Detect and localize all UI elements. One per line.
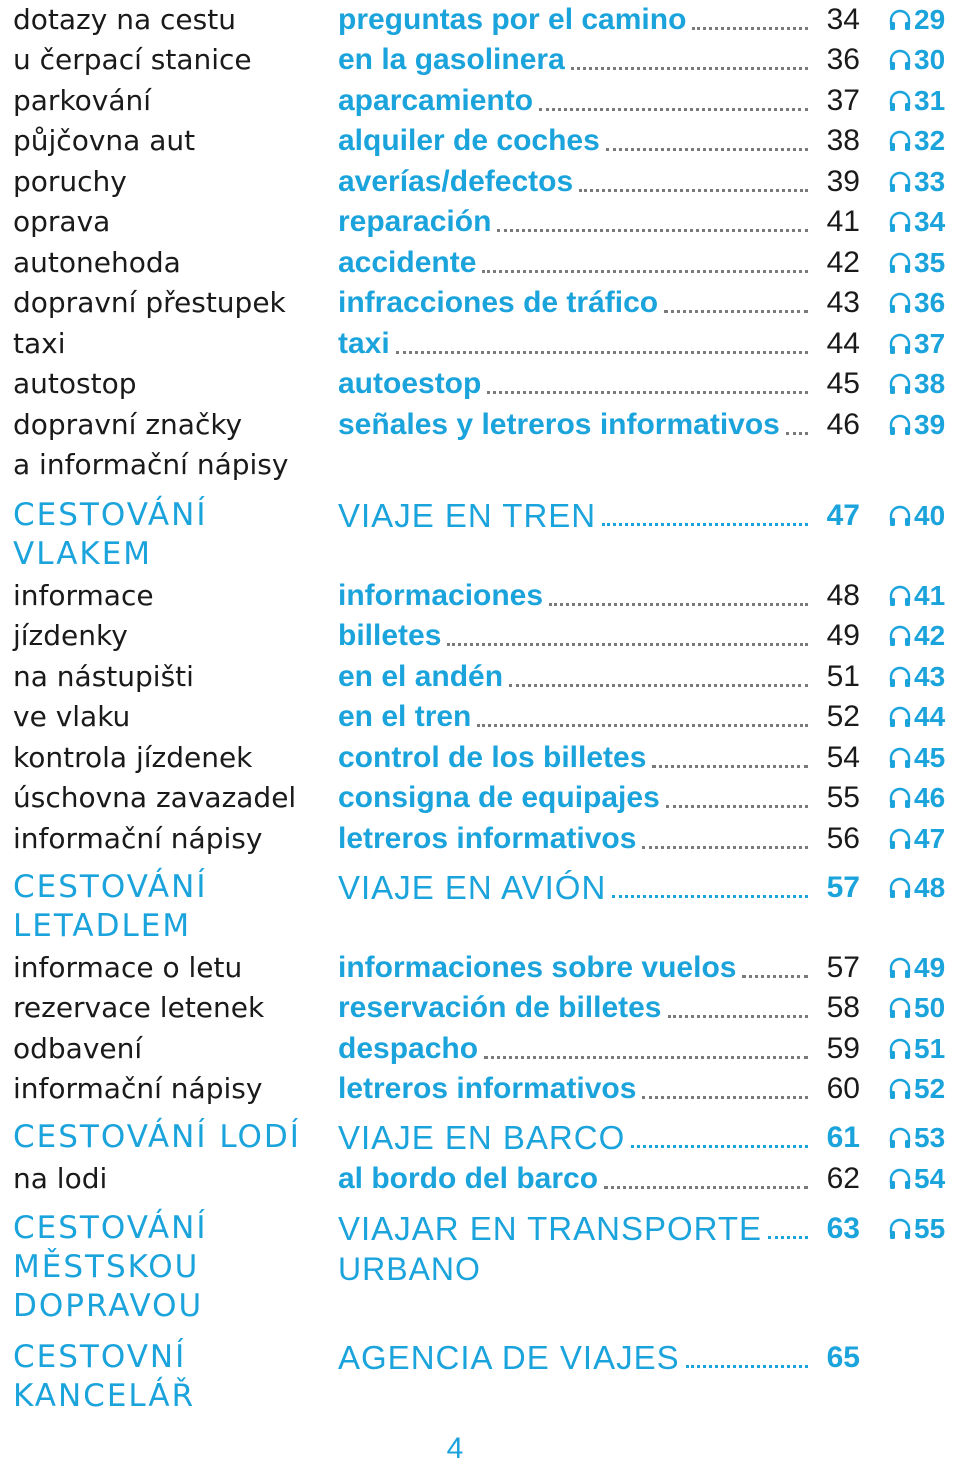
track-number: 41 <box>914 580 946 611</box>
track-number: 54 <box>914 1163 946 1194</box>
page-ref: 44 <box>826 327 860 360</box>
page-ref: 63 <box>826 1212 860 1245</box>
spanish-label: billetes <box>338 619 442 652</box>
czech-label: úschovna zavazadel <box>13 781 297 814</box>
audio-track[interactable] <box>888 576 945 616</box>
headphones-icon <box>888 48 912 72</box>
spanish-label: VIAJE EN AVIÓN <box>338 869 607 906</box>
headphones-icon <box>888 665 912 689</box>
spanish-label: reservación de billetes <box>338 991 662 1024</box>
dot-leader <box>447 642 808 646</box>
dot-leader <box>579 188 808 192</box>
page-ref: 48 <box>826 579 860 612</box>
dot-leader <box>612 894 808 898</box>
czech-label: dotazy na cestu <box>13 3 236 36</box>
spanish-entry <box>338 405 808 445</box>
czech-label: odbavení <box>13 1032 143 1065</box>
track-number: 35 <box>914 247 946 278</box>
audio-track[interactable] <box>888 364 945 404</box>
spanish-label: taxi <box>338 327 390 360</box>
dot-leader <box>396 350 808 354</box>
track-number: 55 <box>914 1213 946 1244</box>
track-number: 36 <box>914 287 946 318</box>
dot-leader <box>602 522 808 526</box>
dot-leader <box>487 390 808 394</box>
audio-track[interactable] <box>888 202 945 242</box>
spanish-label: consigna de equipajes <box>338 781 660 814</box>
czech-label: CESTOVÁNÍ LODÍ <box>13 1119 301 1155</box>
czech-label: informace <box>13 579 154 612</box>
track-number: 47 <box>914 823 946 854</box>
spanish-entry <box>338 202 808 242</box>
track-number: 46 <box>914 782 946 813</box>
spanish-label: al bordo del barco <box>338 1162 599 1195</box>
audio-track[interactable] <box>888 496 945 536</box>
dot-leader <box>477 723 808 727</box>
audio-track[interactable] <box>888 616 945 656</box>
page-ref: 62 <box>826 1162 860 1195</box>
headphones-icon <box>888 1037 912 1061</box>
page-ref: 54 <box>826 741 860 774</box>
track-number: 34 <box>914 206 946 237</box>
headphones-icon <box>888 827 912 851</box>
czech-label: jízdenky <box>13 619 128 652</box>
track-number: 39 <box>914 409 946 440</box>
spanish-entry <box>338 819 808 859</box>
spanish-entry <box>338 121 808 161</box>
spanish-label: accidente <box>338 246 477 279</box>
czech-label: autostop <box>13 367 137 400</box>
czech-label: CESTOVÁNÍ VLAKEM <box>13 497 208 572</box>
audio-track[interactable] <box>888 657 945 697</box>
czech-label: dopravní přestupek <box>13 286 286 319</box>
czech-label: CESTOVÁNÍ LETADLEM <box>13 869 208 944</box>
spanish-entry <box>338 0 808 40</box>
spanish-entry <box>338 778 808 818</box>
spanish-label: preguntas por el camino <box>338 3 687 36</box>
page-ref: 58 <box>826 991 860 1024</box>
page-ref: 65 <box>826 1341 860 1374</box>
track-number: 50 <box>914 992 946 1023</box>
page-number: 4 <box>446 1432 464 1465</box>
spanish-label: informaciones <box>338 579 544 612</box>
spanish-entry <box>338 1209 808 1249</box>
track-number: 52 <box>914 1073 946 1104</box>
audio-track[interactable] <box>888 40 945 80</box>
headphones-icon <box>888 504 912 528</box>
dot-leader <box>652 764 808 768</box>
dot-leader <box>692 26 808 30</box>
headphones-icon <box>888 705 912 729</box>
page-ref: 41 <box>826 205 860 238</box>
czech-label: autonehoda <box>13 246 181 279</box>
headphones-icon <box>888 1217 912 1241</box>
track-number: 48 <box>914 872 946 903</box>
dot-leader <box>664 309 808 313</box>
dot-leader <box>539 107 808 111</box>
czech-label: poruchy <box>13 165 127 198</box>
page-ref: 57 <box>826 951 860 984</box>
headphones-icon <box>888 956 912 980</box>
spanish-entry <box>338 616 808 656</box>
spanish-entry <box>338 1159 808 1199</box>
page-ref: 60 <box>826 1072 860 1105</box>
headphones-icon <box>888 8 912 32</box>
czech-label: na lodi <box>13 1162 108 1195</box>
spanish-entry <box>338 243 808 283</box>
track-number: 53 <box>914 1122 946 1153</box>
headphones-icon <box>888 332 912 356</box>
spanish-label-continued: URBANO <box>338 1251 481 1287</box>
audio-track[interactable] <box>888 324 945 364</box>
spanish-label: en el tren <box>338 700 472 733</box>
spanish-label: informaciones sobre vuelos <box>338 951 737 984</box>
spanish-entry <box>338 948 808 988</box>
track-number: 43 <box>914 661 946 692</box>
spanish-entry <box>338 576 808 616</box>
spanish-entry <box>338 1338 808 1378</box>
dot-leader <box>571 66 808 70</box>
track-number: 49 <box>914 952 946 983</box>
audio-track[interactable] <box>888 81 945 121</box>
czech-label: na nástupišti <box>13 660 194 693</box>
czech-label: rezervace letenek <box>13 991 265 1024</box>
headphones-icon <box>888 876 912 900</box>
spanish-label: infracciones de tráfico <box>338 286 659 319</box>
page-ref: 36 <box>826 43 860 76</box>
page-ref: 61 <box>826 1121 860 1154</box>
headphones-icon <box>888 291 912 315</box>
czech-label: informační nápisy <box>13 822 263 855</box>
headphones-icon <box>888 251 912 275</box>
dot-leader <box>786 431 808 435</box>
headphones-icon <box>888 624 912 648</box>
headphones-icon <box>888 89 912 113</box>
czech-label: CESTOVÁNÍ MĚSTSKOU DOPRAVOU <box>13 1210 208 1324</box>
audio-track[interactable] <box>888 0 945 40</box>
audio-track[interactable] <box>888 1118 945 1158</box>
page-ref: 39 <box>826 165 860 198</box>
spanish-entry <box>338 697 808 737</box>
spanish-label: señales y letreros informativos <box>338 408 780 441</box>
czech-label: kontrola jízdenek <box>13 741 253 774</box>
page-ref: 38 <box>826 124 860 157</box>
page-ref: 52 <box>826 700 860 733</box>
track-number: 44 <box>914 701 946 732</box>
audio-track[interactable] <box>888 1029 945 1069</box>
czech-label: oprava <box>13 205 111 238</box>
page-ref: 42 <box>826 246 860 279</box>
dot-leader <box>497 228 808 232</box>
spanish-entry <box>338 324 808 364</box>
dot-leader <box>484 1055 808 1059</box>
audio-track[interactable] <box>888 948 945 988</box>
headphones-icon <box>888 584 912 608</box>
audio-track[interactable] <box>888 988 945 1028</box>
audio-track[interactable] <box>888 1209 945 1249</box>
headphones-icon <box>888 129 912 153</box>
dot-leader <box>642 1095 808 1099</box>
page-ref: 57 <box>826 871 860 904</box>
audio-track[interactable] <box>888 121 945 161</box>
czech-label: ve vlaku <box>13 700 131 733</box>
headphones-icon <box>888 746 912 770</box>
spanish-entry <box>338 496 808 536</box>
page-ref: 49 <box>826 619 860 652</box>
audio-track[interactable] <box>888 819 945 859</box>
page-ref: 56 <box>826 822 860 855</box>
spanish-label: AGENCIA DE VIAJES <box>338 1339 680 1376</box>
headphones-icon <box>888 372 912 396</box>
track-number: 40 <box>914 500 946 531</box>
track-number: 45 <box>914 742 946 773</box>
dot-leader <box>604 1185 808 1189</box>
page-ref: 59 <box>826 1032 860 1065</box>
spanish-label: autoestop <box>338 367 482 400</box>
dot-leader <box>742 974 808 978</box>
page-ref: 47 <box>826 499 860 532</box>
czech-label: půjčovna aut <box>13 124 196 157</box>
track-number: 29 <box>914 4 946 35</box>
spanish-label: aparcamiento <box>338 84 534 117</box>
spanish-entry <box>338 1069 808 1109</box>
spanish-label: VIAJE EN BARCO <box>338 1119 626 1156</box>
spanish-label: letreros informativos <box>338 1072 637 1105</box>
headphones-icon <box>888 1126 912 1150</box>
audio-track[interactable] <box>888 1069 945 1109</box>
track-number: 51 <box>914 1033 946 1064</box>
spanish-entry <box>338 1029 808 1069</box>
page-ref: 34 <box>826 3 860 36</box>
spanish-label: en el andén <box>338 660 504 693</box>
audio-track[interactable] <box>888 778 945 818</box>
audio-track[interactable] <box>888 283 945 323</box>
spanish-entry <box>338 868 808 908</box>
dot-leader <box>642 845 808 849</box>
dot-leader <box>666 804 808 808</box>
spanish-label: alquiler de coches <box>338 124 600 157</box>
dot-leader <box>509 683 808 687</box>
audio-track[interactable] <box>888 697 945 737</box>
track-number: 30 <box>914 44 946 75</box>
spanish-entry <box>338 283 808 323</box>
dot-leader <box>631 1144 808 1148</box>
track-number: 42 <box>914 620 946 651</box>
czech-label: taxi <box>13 327 66 360</box>
spanish-entry <box>338 1118 808 1158</box>
czech-label: u čerpací stanice <box>13 43 252 76</box>
audio-track[interactable] <box>888 738 945 778</box>
audio-track[interactable] <box>888 868 945 908</box>
spanish-entry <box>338 738 808 778</box>
spanish-entry <box>338 364 808 404</box>
track-number: 37 <box>914 328 946 359</box>
dot-leader <box>482 269 808 273</box>
audio-track[interactable] <box>888 243 945 283</box>
spanish-label: VIAJE EN TREN <box>338 497 597 534</box>
spanish-label: VIAJAR EN TRANSPORTE <box>338 1210 763 1247</box>
page-ref: 37 <box>826 84 860 117</box>
czech-label: CESTOVNÍ KANCELÁŘ <box>13 1339 196 1414</box>
dot-leader <box>668 1014 809 1018</box>
czech-label: informace o letu <box>13 951 243 984</box>
spanish-label: despacho <box>338 1032 479 1065</box>
spanish-entry <box>338 988 808 1028</box>
track-number: 31 <box>914 85 946 116</box>
czech-label: parkování <box>13 84 152 117</box>
audio-track[interactable] <box>888 1159 945 1199</box>
audio-track[interactable] <box>888 405 945 445</box>
page-ref: 43 <box>826 286 860 319</box>
headphones-icon <box>888 210 912 234</box>
track-number: 32 <box>914 125 946 156</box>
track-number: 33 <box>914 166 946 197</box>
spanish-label: letreros informativos <box>338 822 637 855</box>
spanish-entry <box>338 40 808 80</box>
headphones-icon <box>888 1077 912 1101</box>
headphones-icon <box>888 1167 912 1191</box>
dot-leader <box>768 1235 808 1239</box>
spanish-entry <box>338 81 808 121</box>
spanish-label: reparación <box>338 205 492 238</box>
spanish-label: en la gasolinera <box>338 43 565 76</box>
spanish-entry <box>338 657 808 697</box>
czech-label: informační nápisy <box>13 1072 263 1105</box>
track-number: 38 <box>914 368 946 399</box>
dot-leader <box>686 1364 808 1368</box>
page-ref: 51 <box>826 660 860 693</box>
spanish-label: averías/defectos <box>338 165 574 198</box>
headphones-icon <box>888 170 912 194</box>
page-ref: 45 <box>826 367 860 400</box>
headphones-icon <box>888 786 912 810</box>
dot-leader <box>549 602 808 606</box>
headphones-icon <box>888 413 912 437</box>
czech-label: dopravní značky a informační nápisy <box>13 408 289 481</box>
page-ref: 55 <box>826 781 860 814</box>
page-ref: 46 <box>826 408 860 441</box>
spanish-label: control de los billetes <box>338 741 647 774</box>
headphones-icon <box>888 996 912 1020</box>
spanish-entry <box>338 162 808 202</box>
audio-track[interactable] <box>888 162 945 202</box>
dot-leader <box>606 147 808 151</box>
